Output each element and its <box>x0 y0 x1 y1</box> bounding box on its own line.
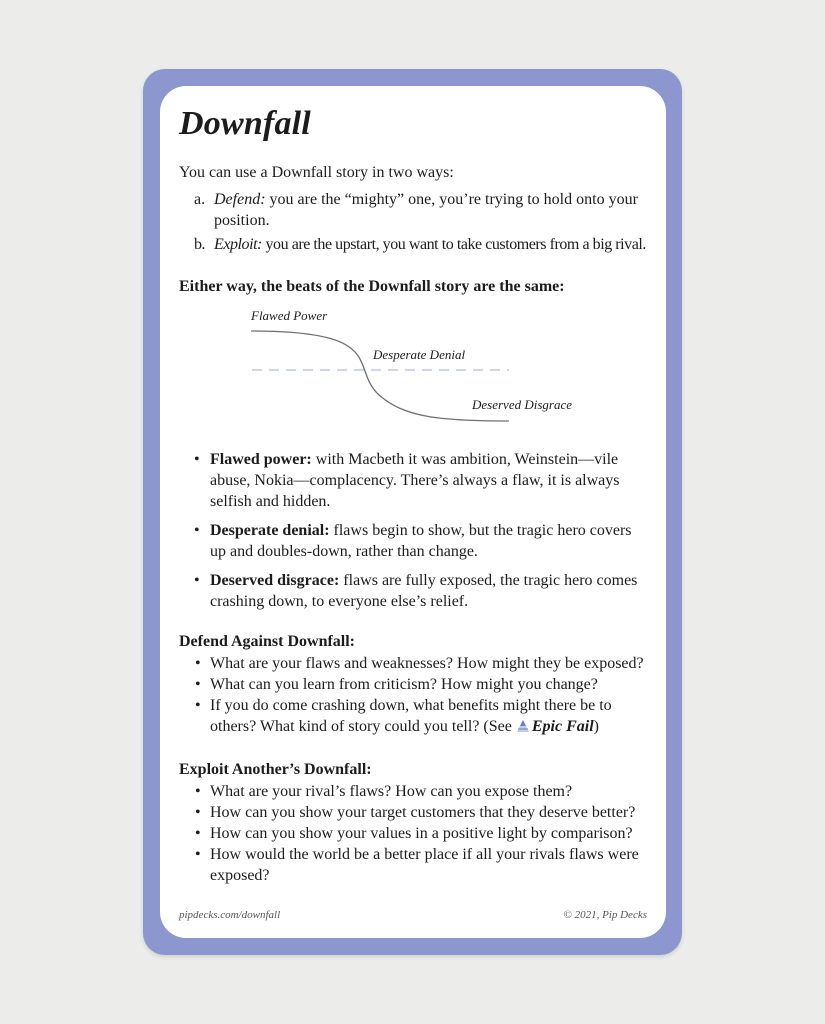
beat-item-deserved-disgrace <box>179 570 649 612</box>
beat-text: with Macbeth it was ambition, Weinstein—vile abuse, Nokia—complacency. There’s always a flaw, it is always selfish and hidden. <box>210 451 620 510</box>
question-item <box>179 781 649 802</box>
exploit-heading: Exploit Another’s Downfall: <box>179 761 372 778</box>
beat-term: Flawed power: <box>210 451 312 468</box>
card-face <box>160 86 666 938</box>
paren-close: ) <box>593 718 599 735</box>
footer-copyright: © 2021, Pip Decks <box>563 909 647 921</box>
exploit-questions <box>179 781 649 886</box>
card-content <box>179 106 649 886</box>
question-text: How can you show your target customers that they deserve better? <box>210 804 636 821</box>
label-desperate-denial: Desperate Denial <box>373 347 466 362</box>
intro-text: You can use a Downfall story in two ways: <box>179 164 454 181</box>
question-text: How can you show your values in a positive light by comparison? <box>210 825 633 842</box>
defend-heading: Defend Against Downfall: <box>179 633 356 650</box>
beats-heading: Either way, the beats of the Downfall story are the same: <box>179 278 565 295</box>
bullet: • <box>195 697 201 714</box>
downfall-curve <box>251 331 509 421</box>
bullet: • <box>194 572 200 589</box>
story-card <box>143 69 682 955</box>
question-text: How would the world be a better place if all your rivals flaws were exposed? <box>210 846 639 884</box>
question-item <box>179 844 649 886</box>
bullet: • <box>195 655 201 672</box>
bullet: • <box>195 804 201 821</box>
ways-list <box>179 189 649 255</box>
beat-text: flaws are fully exposed, the tragic hero comes crashing down, to everyone else’s relief. <box>210 572 638 610</box>
question-text: What are your rival’s flaws? How can you expose them? <box>210 783 573 800</box>
beat-item-desperate-denial <box>179 520 649 562</box>
beat-term: Deserved disgrace: <box>210 572 340 589</box>
way-marker: a. <box>194 191 206 208</box>
question-item <box>179 653 649 674</box>
question-text: What can you learn from criticism? How might you change? <box>210 676 598 693</box>
bullet: • <box>195 783 201 800</box>
label-flawed-power: Flawed Power <box>251 308 328 323</box>
bullet: • <box>194 522 200 539</box>
bullet: • <box>194 451 200 468</box>
bullet: • <box>195 825 201 842</box>
bullet: • <box>195 846 201 863</box>
beat-item-flawed-power <box>179 449 649 512</box>
beat-text: flaws begin to show, but the tragic hero covers up and doubles-down, rather than change. <box>210 522 632 560</box>
way-item-defend <box>179 189 649 231</box>
way-text: you are the “mighty” one, you’re trying to hold onto your position. <box>214 191 638 229</box>
triangle-icon <box>516 719 530 733</box>
way-term: Exploit: <box>214 236 262 253</box>
footer-url[interactable]: pipdecks.com/downfall <box>179 909 281 921</box>
way-marker: b. <box>194 236 206 253</box>
beat-term: Desperate denial: <box>210 522 330 539</box>
card-footer <box>179 909 647 921</box>
question-text: What are your flaws and weaknesses? How might they be exposed? <box>210 655 644 672</box>
way-item-exploit <box>179 234 649 255</box>
question-item <box>179 674 649 695</box>
defend-questions <box>179 653 649 737</box>
story-curve-graphic <box>179 307 649 437</box>
way-text: you are the upstart, you want to take customers from a big rival. <box>261 236 646 253</box>
bullet: • <box>195 676 201 693</box>
label-deserved-disgrace: Deserved Disgrace <box>472 397 572 412</box>
question-item <box>179 695 649 737</box>
downfall-story-curve <box>179 307 649 437</box>
beats-list <box>179 449 649 612</box>
question-text: If you do come crashing down, what benefits might there be to others? What kind of story could you tell? (See <box>210 697 612 735</box>
card-title: Downfall <box>179 105 311 142</box>
epic-fail-link[interactable]: Epic Fail <box>531 718 594 735</box>
question-item <box>179 802 649 823</box>
way-term: Defend: <box>214 191 266 208</box>
question-item <box>179 823 649 844</box>
